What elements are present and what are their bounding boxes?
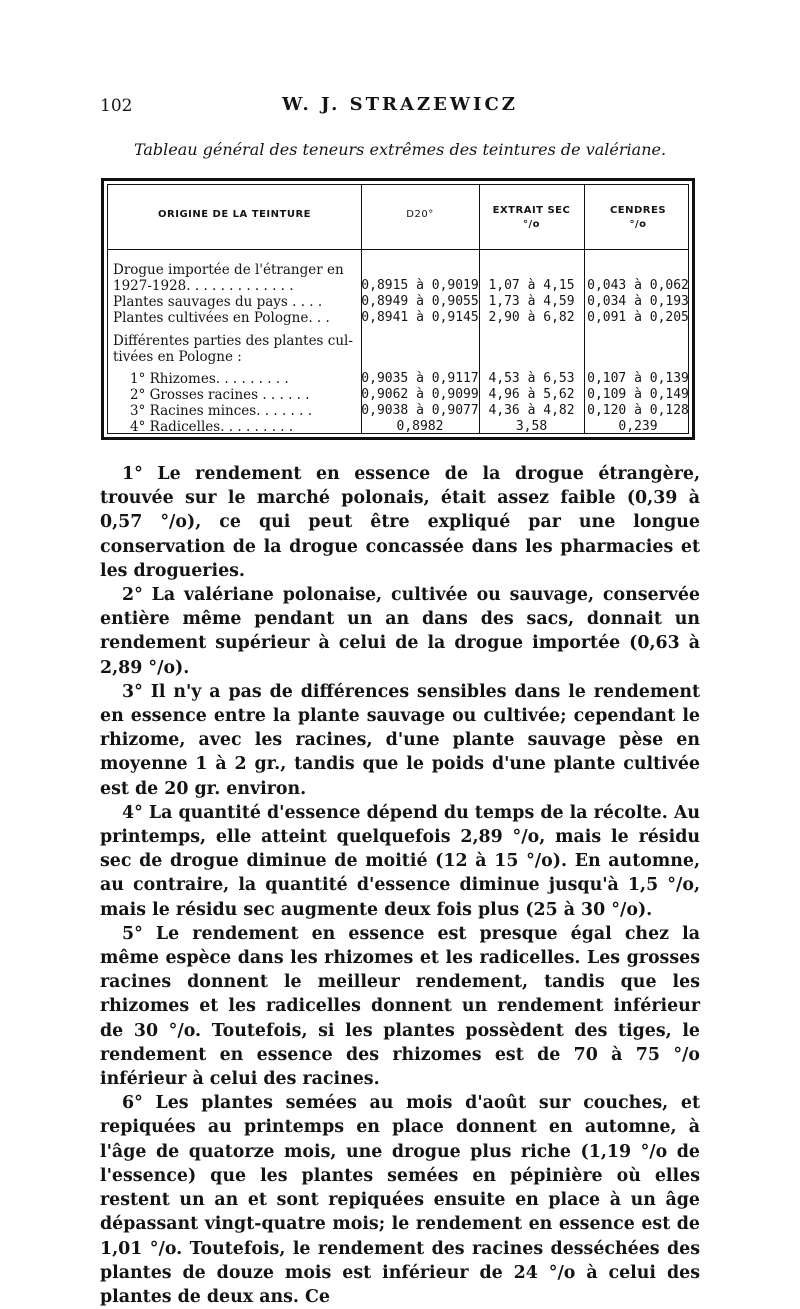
row-d20: 0,8941 à 0,9145 xyxy=(361,310,479,325)
header-extract: EXTRAIT SEC xyxy=(492,205,571,216)
subrow-extract: 4,36 à 4,82 xyxy=(488,403,575,418)
row-extract: 2,90 à 6,82 xyxy=(488,310,575,325)
row-ash: 0,034 à 0,193 xyxy=(587,294,689,309)
header-ash-unit: °/o xyxy=(629,219,647,230)
section-label: Différentes parties des plantes cul- xyxy=(113,333,353,349)
subrow-ash: 0,239 xyxy=(618,419,658,434)
row-extract: 1,07 à 4,15 xyxy=(488,278,575,293)
header-origin: ORIGINE DE LA TEINTURE xyxy=(158,209,311,220)
row-ash: 0,091 à 0,205 xyxy=(587,310,689,325)
subrow-label: 3° Racines minces. . . . . . . xyxy=(130,403,313,419)
row-d20: 0,8915 à 0,9019 xyxy=(361,278,479,293)
header-ash: CENDRES xyxy=(609,205,667,216)
subrow-extract: 3,58 xyxy=(515,419,548,434)
row-label: Plantes sauvages du pays . . . . xyxy=(113,294,323,310)
paragraph-6: 6° Les plantes semées au mois d'août sur couches, et repiquées au printemps en place donnent en automne, à l'âge de quatorze mois, une drogue plus riche (1,19 °/o de l'essence) que les plantes semées en pépinière où elles restent un an et sont repiquées ensuite en place à un âge dépassant vingt-quatre mois; le rendement en essence est de 1,01 °/o. Toutefois, le rendement des racines desséchées des plantes de douze mois est inférieur de 24 °/o à celui des plantes de deux ans. Ce xyxy=(100,1093,700,1307)
header-d20: D20° xyxy=(406,209,434,220)
paragraph-2: 2° La valériane polonaise, cultivée ou sauvage, conservée entière même pendant un an dans des sacs, donnait un rendement supérieur à celui de la drogue importée (0,63 à 2,89 °/o). xyxy=(100,585,700,678)
page-header xyxy=(100,92,700,122)
row-ash: 0,043 à 0,062 xyxy=(587,278,689,293)
running-head: W. J. STRAZEWICZ xyxy=(282,94,518,115)
data-table xyxy=(101,178,695,440)
paragraph-1: 1° Le rendement en essence de la drogue étrangère, trouvée sur le marché polonais, était assez faible (0,39 à 0,57 °/o), ce qui peut être expliqué par une longue conservation de la drogue concassée dans les pharmacies et les drogueries. xyxy=(100,464,700,581)
page-number: 102 xyxy=(100,96,133,116)
subrow-ash: 0,109 à 0,149 xyxy=(587,387,689,402)
table-inner-frame xyxy=(107,184,689,434)
header-extract-unit: °/o xyxy=(522,219,541,230)
subrow-d20: 0,9035 à 0,9117 xyxy=(361,371,479,386)
paragraph-5: 5° Le rendement en essence est presque égal chez la même espèce dans les rhizomes et les radicelles. Les grosses racines donnent le meilleur rendement, tandis que les rhizomes et les radicelles donnent un rendement inférieur de 30 °/o. Toutefois, si les plantes possèdent des tiges, le rendement en essence des rhizomes est de 70 à 75 °/o inférieur à celui des racines. xyxy=(100,923,700,1090)
subrow-d20: 0,9038 à 0,9077 xyxy=(361,403,479,418)
subrow-label: 4° Radicelles. . . . . . . . . xyxy=(130,419,294,435)
section-label: tivées en Pologne : xyxy=(113,349,242,365)
subrow-extract: 4,96 à 5,62 xyxy=(488,387,575,402)
subrow-label: 2° Grosses racines . . . . . . xyxy=(130,387,310,403)
subrow-label: 1° Rhizomes. . . . . . . . . xyxy=(130,371,289,387)
paragraph-4: 4° La quantité d'essence dépend du temps de la récolte. Au printemps, elle atteint quelquefois 2,89 °/o, mais le résidu sec de drogue diminue de moitié (12 à 15 °/o). En automne, au contraire, la quantité d'essence diminue jusqu'à 1,5 °/o, mais le résidu sec augmente deux fois plus (25 à 30 °/o). xyxy=(100,802,700,920)
paragraph-3: 3° Il n'y a pas de différences sensibles dans le rendement en essence entre la plante sauvage ou cultivée; cependant le rhizome, avec les racines, d'une plante sauvage pèse en moyenne 1 à 2 gr., tandis que le poids d'une plante cultivée est de 20 gr. environ. xyxy=(100,681,700,799)
row-extract: 1,73 à 4,59 xyxy=(488,294,575,309)
row-label: Plantes cultivées en Pologne. . . xyxy=(113,310,330,326)
subrow-d20: 0,9062 à 0,9099 xyxy=(361,387,479,402)
table-caption: Tableau général des teneurs extrêmes des teintures de valériane. xyxy=(133,140,667,159)
row-label: Drogue importée de l'étranger en xyxy=(113,262,344,278)
subrow-ash: 0,107 à 0,139 xyxy=(587,371,689,386)
subrow-d20: 0,8982 xyxy=(396,419,444,434)
body-text xyxy=(100,462,700,1309)
subrow-extract: 4,53 à 6,53 xyxy=(488,371,575,386)
header-rule xyxy=(108,249,688,250)
row-label: 1927-1928. . . . . . . . . . . . . xyxy=(113,278,294,294)
subrow-ash: 0,120 à 0,128 xyxy=(587,403,689,418)
row-d20: 0,8949 à 0,9055 xyxy=(361,294,479,309)
